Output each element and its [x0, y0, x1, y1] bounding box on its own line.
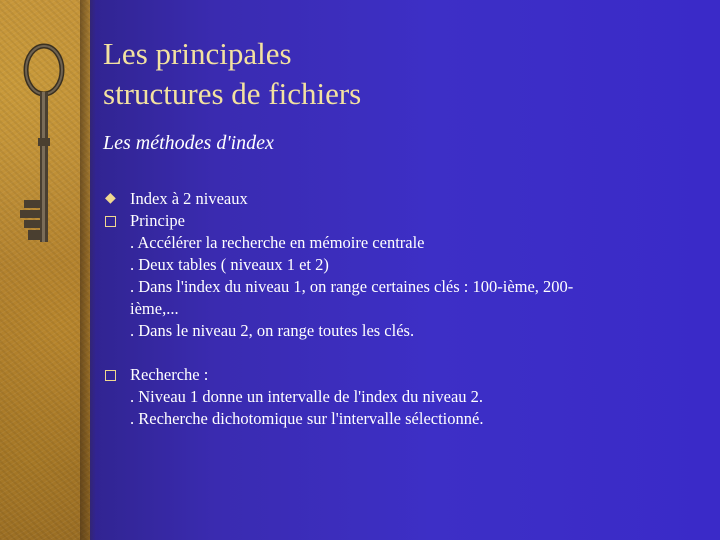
- checkbox-bullet-icon: [105, 216, 116, 227]
- bullet-text: Index à 2 niveaux: [130, 189, 248, 208]
- sub-line: . Dans l'index du niveau 1, on range certaines clés : 100-ième, 200-: [130, 277, 574, 296]
- spacer: [105, 342, 705, 364]
- sub-line: . Deux tables ( niveaux 1 et 2): [130, 255, 329, 274]
- bullet-text: Principe: [130, 211, 185, 230]
- slide-title: [103, 34, 361, 114]
- title-line-1: Les principales: [103, 36, 292, 71]
- bullet-index-levels: [105, 188, 705, 210]
- diamond-bullet-icon: ◆: [105, 191, 116, 206]
- sub-line: . Recherche dichotomique sur l'intervalle sélectionné.: [130, 409, 484, 428]
- sub-line: . Niveau 1 donne un intervalle de l'index du niveau 2.: [130, 387, 484, 406]
- bullet-principe: [105, 210, 705, 232]
- checkbox-bullet-icon: [105, 370, 116, 381]
- key-icon: [12, 40, 72, 300]
- slide-subtitle: Les méthodes d'index: [103, 132, 274, 154]
- slide-content: [105, 188, 705, 430]
- sub-line: . Dans le niveau 2, on range toutes les clés.: [130, 321, 415, 340]
- sub-line: . Accélérer la recherche en mémoire centrale: [130, 233, 425, 252]
- bullet-recherche: [105, 364, 705, 386]
- title-line-2: structures de fichiers: [103, 76, 362, 111]
- sub-line-continuation: ième,...: [130, 299, 179, 318]
- strip-fade: [80, 0, 96, 540]
- bullet-text: Recherche :: [130, 365, 209, 384]
